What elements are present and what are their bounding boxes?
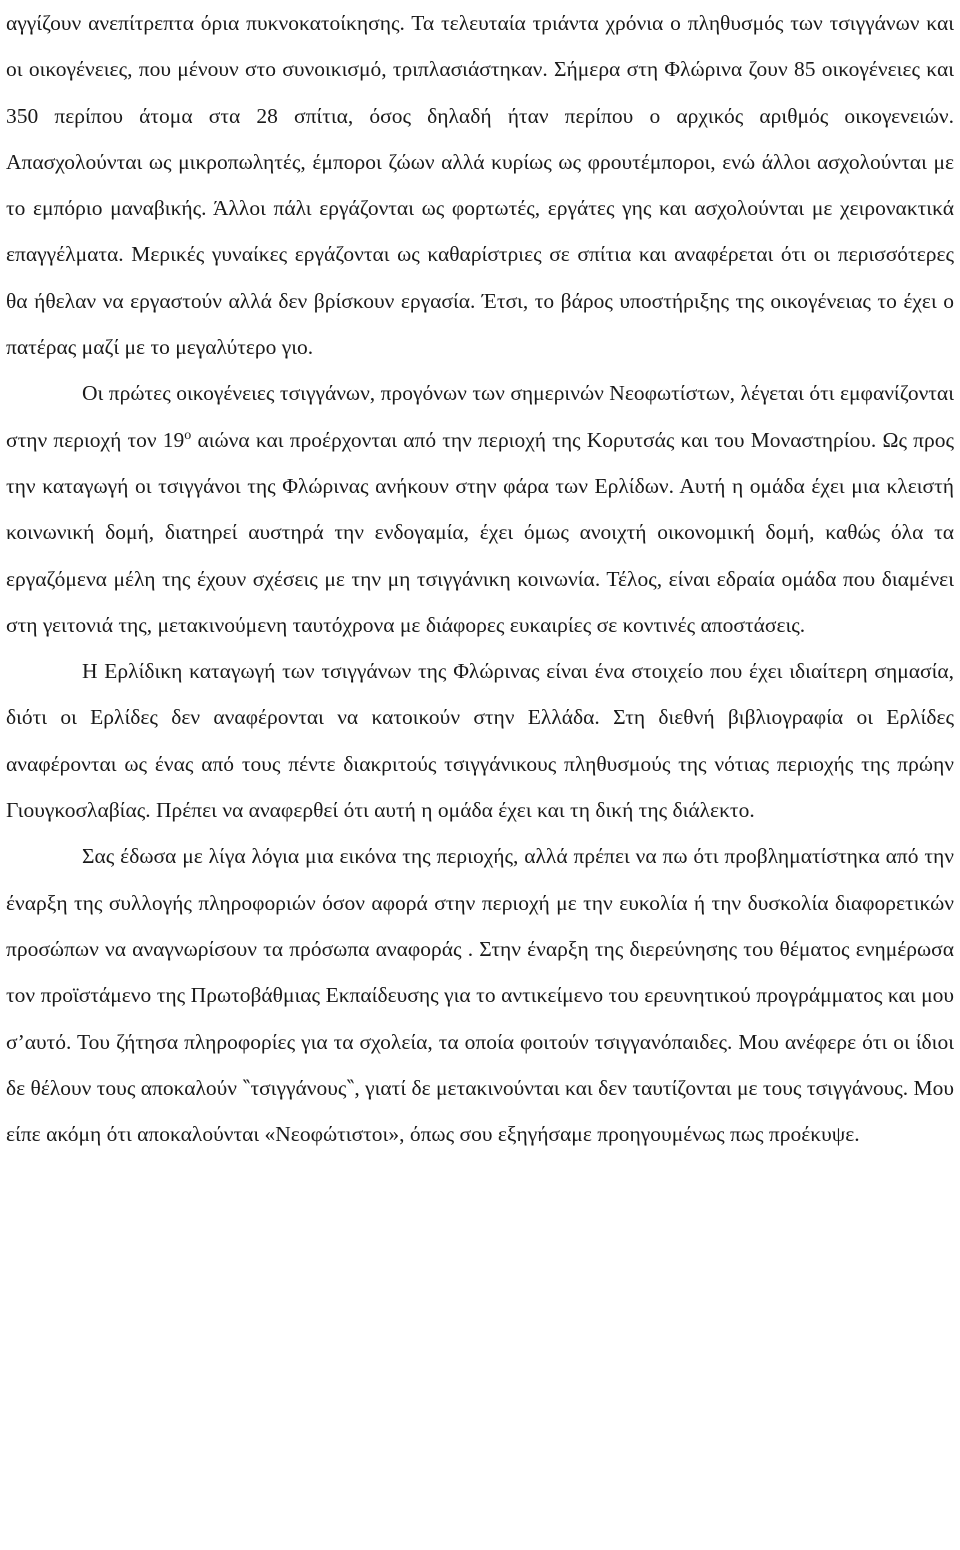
paragraph-population: αγγίζουν ανεπίτρεπτα όρια πυκνοκατοίκησης. Τα τελευταία τριάντα χρόνια ο πληθυσμός των τσιγγάνων και οι οικογένειες, που μένουν στο συνοικισμό, τριπλασιάστηκαν. Σήμερα στη Φλώρινα ζουν 85 οικογένειες και 350 περίπου άτομα στα 28 σπίτια, όσος δηλαδή ήταν περίπου ο αρχικός αριθμός οικογενειών. Απασχολούνται ως μικροπωλητές, έμποροι ζώων αλλά κυρίως ως φρουτέμποροι, ενώ άλλοι ασχολούνται με το εμπόριο μαναβικής. Άλλοι πάλι εργάζονται ως φορτωτές, εργάτες γης και ασχολούνται με χειρονακτικά επαγγέλματα. Μερικές γυναίκες εργάζονται ως καθαρίστριες σε σπίτια και αναφέρεται ότι οι περισσότερες θα ήθελαν να εργαστούν αλλά δεν βρίσκουν εργασία. Έτσι, το βάρος υποστήριξης της οικογένειας το έχει ο πατέρας μαζί με το μεγαλύτερο γιο. [6, 11, 954, 360]
paragraph-origins-text-start: Οι πρώτες οικογένειες τσιγγάνων, προγόνων των σημερινών Νεοφωτίστων, λέγεται ότι εμφανίζονται στην περιοχή τον 19 [6, 381, 954, 452]
paragraph-research: Σας έδωσα με λίγα λόγια μια εικόνα της περιοχής, αλλά πρέπει να πω ότι προβληματίστηκα από την έναρξη της συλλογής πληροφοριών όσον αφορά στην περιοχή με την ευκολία ή την δυσκολία διαφορετικών προσώπων να αναγνωρίσουν τα πρόσωπα αναφοράς . Στην έναρξη της διερεύνησης του θέματος ενημέρωσα τον προϊστάμενο της Πρωτοβάθμιας Εκπαίδευσης για το αντικείμενο του ερευνητικού προγράμματος και μου σ’αυτό. Του ζήτησα πληροφορίες για τα σχολεία, τα οποία φοιτούν τσιγγανόπαιδες. Μου ανέφερε ότι οι ίδιοι δε θέλουν τους αποκαλούν ‶τσιγγάνους‶, γιατί δε μετακινούνται και δεν ταυτίζονται με τους τσιγγάνους. Μου είπε ακόμη ότι αποκαλούνται «Νεοφώτιστοι», όπως σου εξηγήσαμε προηγουμένως πως προέκυψε. [6, 844, 954, 1147]
document-page [6, 0, 954, 1157]
paragraph-erlides: Η Ερλίδικη καταγωγή των τσιγγάνων της Φλώρινας είναι ένα στοιχείο που έχει ιδιαίτερη σημασία, διότι οι Ερλίδες δεν αναφέρονται να κατοικούν στην Ελλάδα. Στη διεθνή βιβλιογραφία οι Ερλίδες αναφέρονται ως ένας από τους πέντε διακριτούς τσιγγάνικους πληθυσμούς της νότιας περιοχής της πρώην Γιουγκοσλαβίας. Πρέπει να αναφερθεί ότι αυτή η ομάδα έχει και τη δική της διάλεκτο. [6, 659, 954, 823]
century-superscript: ο [184, 427, 192, 443]
paragraph-origins [6, 370, 954, 648]
paragraph-origins-text-end: αιώνα και προέρχονται από την περιοχή της Κορυτσάς και του Μοναστηρίου. Ως προς την καταγωγή οι τσιγγάνοι της Φλώρινας ανήκουν στην φάρα των Ερλίδων. Αυτή η ομάδα έχει μια κλειστή κοινωνική δομή, διατηρεί αυστηρά την ενδογαμία, έχει όμως ανοιχτή οικονομική δομή, καθώς όλα τα εργαζόμενα μέλη της έχουν σχέσεις με την μη τσιγγάνικη κοινωνία. Τέλος, είναι εδραία ομάδα που διαμένει στη γειτονιά της, μετακινούμενη ταυτόχρονα με διάφορες ευκαιρίες σε κοντινές αποστάσεις. [6, 427, 954, 637]
